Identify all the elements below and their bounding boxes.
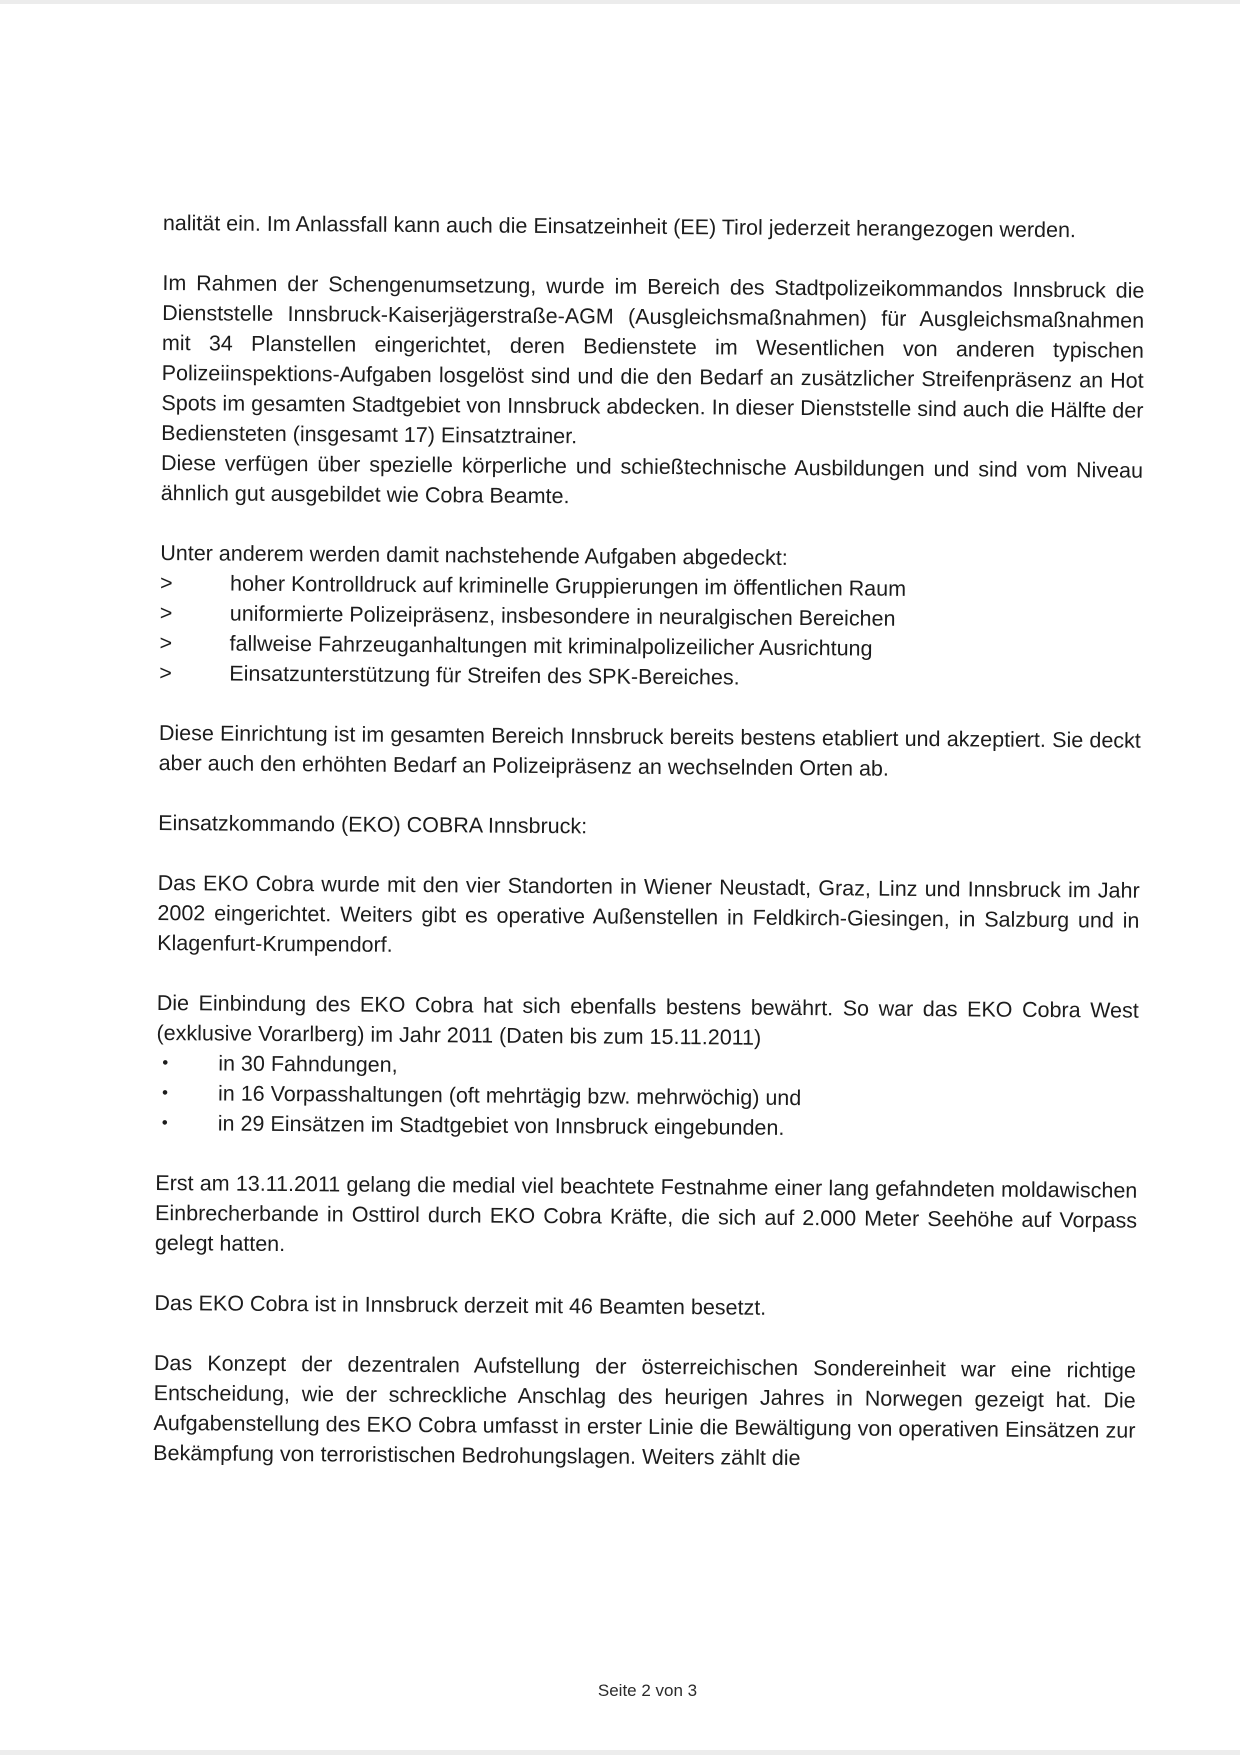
paragraph-aufgaben-intro: Unter anderem werden damit nachstehende Aufgaben abgedeckt: [160, 540, 788, 570]
paragraph-festnahme: Erst am 13.11.2011 gelang die medial viel beachtete Festnahme einer lang gefahndeten moldawischen Einbrecherbande in Osttirol durch EKO Cobra Kräfte, die sich auf 2.000 Meter Seehöhe auf Vorpass gelegt hatten. [154, 1170, 1138, 1256]
scan-edge-top [0, 0, 1240, 4]
paragraph-standorte: Das EKO Cobra wurde mit den vier Standorten in Wiener Neustadt, Graz, Linz und Innsbruck im Jahr 2002 eingerichtet. Weiters gibt es operative Außenstellen in Feldkirch-Giesingen, in Salzburg und in Klagenfurt-Krumpendorf. [157, 870, 1140, 957]
paragraph-konzept: Das Konzept der dezentralen Aufstellung der österreichischen Sondereinheit war eine richtige Entscheidung, wie der schreckliche Anschlag des heurigen Jahres in Norwegen gezeigt hat. Die Aufgabenstellung des EKO Cobra umfasst in erster Linie die Bewältigung von operativen Einsätzen zur Bekämpfung von terroristischen Bedrohungslagen. Weiters zählt die [153, 1350, 1136, 1471]
section-heading-eko-cobra: Einsatzkommando (EKO) COBRA Innsbruck: [158, 810, 588, 839]
paragraph-einrichtung: Diese Einrichtung ist im gesamten Bereich Innsbruck bereits bestens etabliert und akzeptiert. Sie deckt aber auch den erhöhten Bedarf an Polizeipräsenz an wechselnden Orten ab. [158, 720, 1141, 781]
bullet-icon: • [162, 1053, 169, 1073]
list-item: • in 30 Fahndungen, [156, 1048, 1138, 1086]
arrow-marker-icon: > [159, 570, 173, 596]
list-item: • in 16 Vorpasshaltungen (oft mehrtägig bzw. mehrwöchig) und [156, 1078, 1138, 1116]
list-item: > hoher Kontrolldruck auf kriminelle Gruppierungen im öffentlichen Raum [160, 568, 1142, 606]
bullet-icon: • [161, 1083, 169, 1103]
scan-edge-bottom [0, 1750, 1240, 1755]
paragraph-ausbildung: Diese verfügen über spezielle körperliche und schießtechnische Ausbildungen und sind vom Niveau ähnlich gut ausgebildet wie Cobra Beamte. [160, 450, 1144, 509]
arrow-marker-icon: > [159, 660, 173, 686]
list-item: > Einsatzunterstützung für Streifen des SPK-Bereiches. [159, 658, 1141, 696]
paragraph-einsatzeinheit: nalität ein. Im Anlassfall kann auch die Einsatzeinheit (EE) Tirol jederzeit herangezogen werden. [162, 210, 1077, 243]
task-list [159, 568, 1142, 696]
document-body [153, 208, 1145, 1476]
list-item: • in 29 Einsätzen im Stadtgebiet von Innsbruck eingebunden. [156, 1108, 1138, 1146]
arrow-marker-icon: > [159, 630, 173, 656]
list-item: > uniformierte Polizeipräsenz, insbesondere in neuralgischen Bereichen [160, 598, 1142, 636]
arrow-marker-icon: > [159, 600, 173, 626]
statistics-list [156, 1048, 1139, 1146]
page-number: Seite 2 von 3 [597, 1681, 698, 1700]
paragraph-einbindung: Die Einbindung des EKO Cobra hat sich ebenfalls bestens bewährt. So war das EKO Cobra West (exklusive Vorarlberg) im Jahr 2011 (Daten bis zum 15.11.2011) [156, 990, 1139, 1050]
paragraph-besetzung: Das EKO Cobra ist in Innsbruck derzeit mit 46 Beamten besetzt. [154, 1290, 767, 1320]
bullet-icon: • [161, 1113, 168, 1133]
paragraph-schengen: Im Rahmen der Schengenumsetzung, wurde im Bereich des Stadtpolizeikommandos Innsbruck die Dienststelle Innsbruck-Kaiserjägerstraße-AGM (Ausgleichsmaßnahmen) für Ausgleichsmaßnahmen mit 34 Planstellen eingerichtet, deren Bedienstete im Wesentlichen von anderen typischen Polizeiinspektions-Aufgaben losgelöst sind und die den Bedarf an zusätzlicher Streifenpräsenz an Hot Spots im gesamten Stadtgebiet von Innsbruck abdecken. In dieser Dienststelle sind auch die Hälfte der Bediensteten (insgesamt 17) Einsatztrainer. [161, 270, 1145, 449]
list-item: > fallweise Fahrzeuganhaltungen mit kriminalpolizeilicher Ausrichtung [159, 628, 1141, 666]
